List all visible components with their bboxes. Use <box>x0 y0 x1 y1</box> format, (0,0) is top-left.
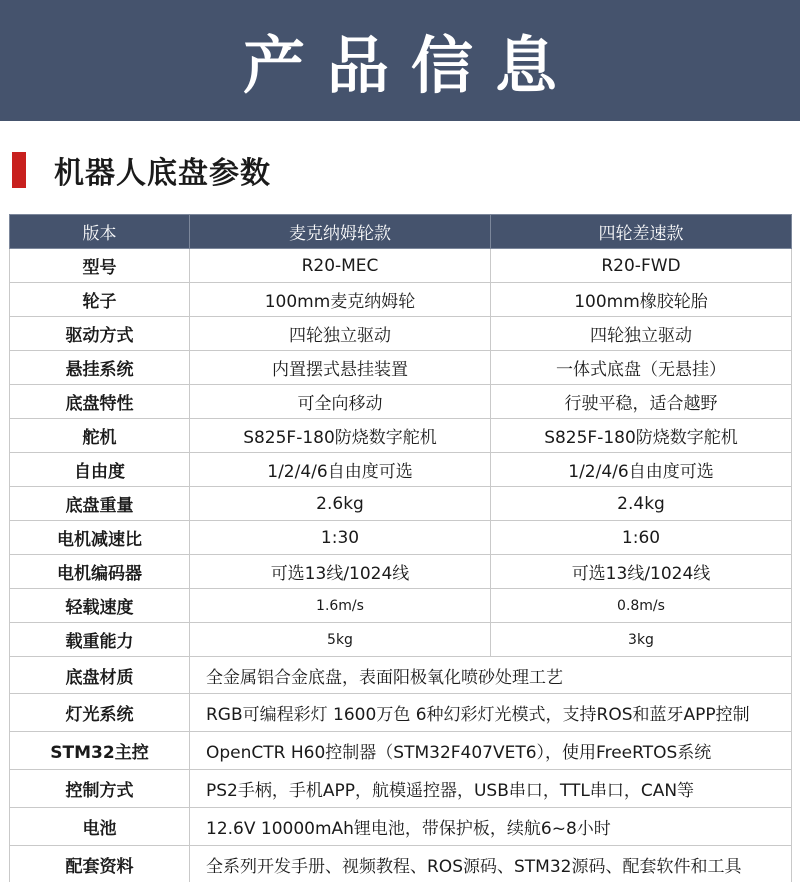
differential-value: 一体式底盘（无悬挂） <box>491 351 792 385</box>
banner <box>0 0 800 121</box>
row-label: 底盘特性 <box>10 385 190 419</box>
differential-value: 行驶平稳，适合越野 <box>491 385 792 419</box>
table-row <box>10 589 792 623</box>
row-label: STM32主控 <box>10 732 190 770</box>
row-label: 载重能力 <box>10 623 190 657</box>
mecanum-value: 四轮独立驱动 <box>190 317 491 351</box>
row-label: 驱动方式 <box>10 317 190 351</box>
shared-value: 全系列开发手册、视频教程、ROS源码、STM32源码、配套软件和工具 <box>190 846 792 882</box>
differential-value: R20-FWD <box>491 249 792 283</box>
mecanum-value: 1/2/4/6自由度可选 <box>190 453 491 487</box>
row-label: 灯光系统 <box>10 694 190 732</box>
header-differential: 四轮差速款 <box>491 215 792 249</box>
table-row <box>10 283 792 317</box>
table-row <box>10 487 792 521</box>
mecanum-value: S825F-180防烧数字舵机 <box>190 419 491 453</box>
table-row <box>10 385 792 419</box>
mecanum-value: 5kg <box>190 623 491 657</box>
table-row <box>10 770 792 808</box>
row-label: 电池 <box>10 808 190 846</box>
differential-value: 1:60 <box>491 521 792 555</box>
section-title: 机器人底盘参数 <box>54 156 271 191</box>
shared-value: OpenCTR H60控制器（STM32F407VET6），使用FreeRTOS系统 <box>190 732 792 770</box>
table-row <box>10 317 792 351</box>
table-row <box>10 419 792 453</box>
differential-value: 0.8m/s <box>491 589 792 623</box>
table-row <box>10 453 792 487</box>
section-marker <box>12 152 26 188</box>
shared-value: 全金属铝合金底盘，表面阳极氧化喷砂处理工艺 <box>190 657 792 694</box>
table-row <box>10 555 792 589</box>
row-label: 电机减速比 <box>10 521 190 555</box>
mecanum-value: 可全向移动 <box>190 385 491 419</box>
row-label: 底盘重量 <box>10 487 190 521</box>
row-label: 自由度 <box>10 453 190 487</box>
header-mecanum: 麦克纳姆轮款 <box>190 215 491 249</box>
differential-value: S825F-180防烧数字舵机 <box>491 419 792 453</box>
mecanum-value: 2.6kg <box>190 487 491 521</box>
differential-value: 可选13线/1024线 <box>491 555 792 589</box>
differential-value: 100mm橡胶轮胎 <box>491 283 792 317</box>
differential-value: 2.4kg <box>491 487 792 521</box>
shared-value: PS2手柄，手机APP，航模遥控器，USB串口，TTL串口，CAN等 <box>190 770 792 808</box>
section-heading <box>12 150 271 190</box>
row-label: 配套资料 <box>10 846 190 882</box>
table-row <box>10 657 792 694</box>
row-label: 轮子 <box>10 283 190 317</box>
row-label: 底盘材质 <box>10 657 190 694</box>
differential-value: 3kg <box>491 623 792 657</box>
differential-value: 四轮独立驱动 <box>491 317 792 351</box>
shared-value: RGB可编程彩灯 1600万色 6种幻彩灯光模式，支持ROS和蓝牙APP控制 <box>190 694 792 732</box>
table-row <box>10 623 792 657</box>
table-row <box>10 521 792 555</box>
row-label: 控制方式 <box>10 770 190 808</box>
table-row <box>10 846 792 882</box>
table-header-row <box>10 215 792 249</box>
row-label: 悬挂系统 <box>10 351 190 385</box>
shared-value: 12.6V 10000mAh锂电池，带保护板，续航6~8小时 <box>190 808 792 846</box>
differential-value: 1/2/4/6自由度可选 <box>491 453 792 487</box>
row-label: 电机编码器 <box>10 555 190 589</box>
spec-table <box>9 214 792 882</box>
mecanum-value: 内置摆式悬挂装置 <box>190 351 491 385</box>
mecanum-value: R20-MEC <box>190 249 491 283</box>
table-row <box>10 732 792 770</box>
table-row <box>10 249 792 283</box>
banner-title: 产品信息 <box>242 29 579 102</box>
table-row <box>10 351 792 385</box>
row-label: 型号 <box>10 249 190 283</box>
mecanum-value: 100mm麦克纳姆轮 <box>190 283 491 317</box>
mecanum-value: 可选13线/1024线 <box>190 555 491 589</box>
header-version: 版本 <box>10 215 190 249</box>
table-row <box>10 694 792 732</box>
row-label: 轻载速度 <box>10 589 190 623</box>
row-label: 舵机 <box>10 419 190 453</box>
mecanum-value: 1.6m/s <box>190 589 491 623</box>
table-row <box>10 808 792 846</box>
mecanum-value: 1:30 <box>190 521 491 555</box>
